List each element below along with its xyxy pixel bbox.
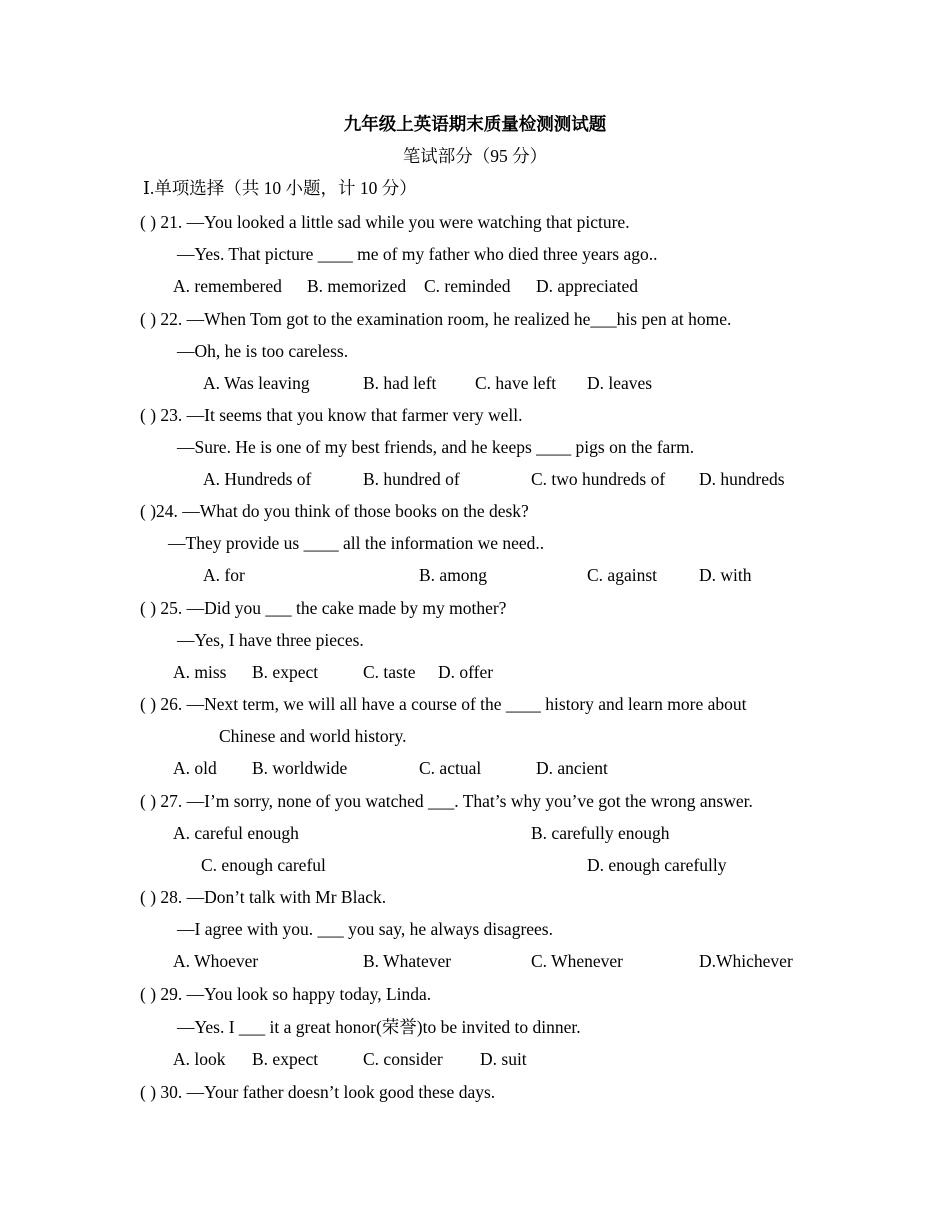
question-reply: —I agree with you. ___ you say, he always disagrees. xyxy=(177,919,553,939)
option-c: C. two hundreds of xyxy=(531,469,666,489)
option-b: B. carefully enough xyxy=(531,823,670,843)
option-c: C. reminded xyxy=(424,276,511,296)
option-a: A. old xyxy=(173,758,217,778)
option-b: B. among xyxy=(419,565,488,585)
option-b: B. Whatever xyxy=(363,951,452,971)
option-a: A. for xyxy=(203,565,245,585)
option-d: D. ancient xyxy=(536,758,608,778)
option-c: C. have left xyxy=(475,373,557,393)
option-d: D.Whichever xyxy=(699,951,793,971)
option-b: B. had left xyxy=(363,373,437,393)
option-c: C. taste xyxy=(363,662,416,682)
option-d: D. suit xyxy=(480,1049,527,1069)
section-heading: Ⅰ.单项选择（共 10 小题，计 10 分） xyxy=(143,178,417,198)
question-reply: —Yes. That picture ____ me of my father who died three years ago.. xyxy=(177,244,658,264)
option-b: B. hundred of xyxy=(363,469,460,489)
option-d: D. with xyxy=(699,565,752,585)
page-subtitle: 笔试部分（95 分） xyxy=(402,146,548,166)
question-stem: ( ) 23. —It seems that you know that farmer very well. xyxy=(140,405,523,425)
question-options xyxy=(0,752,950,784)
option-a: A. look xyxy=(173,1049,226,1069)
question-stem: ( ) 30. —Your father doesn’t look good these days. xyxy=(140,1082,496,1102)
question-stem: ( ) 27. —I’m sorry, none of you watched ___. That’s why you’ve got the wrong answer. xyxy=(140,791,753,811)
option-d: D. enough carefully xyxy=(587,855,727,875)
page-title: 九年级上英语期末质量检测测试题 xyxy=(343,114,607,134)
question-options xyxy=(0,559,950,591)
question-stem: ( ) 22. —When Tom got to the examination room, he realized he___his pen at home. xyxy=(140,309,732,329)
question-reply: —They provide us ____ all the information we need.. xyxy=(168,533,545,553)
question-reply: —Oh, he is too careless. xyxy=(177,341,349,361)
option-d: D. offer xyxy=(438,662,494,682)
option-b: B. worldwide xyxy=(252,758,348,778)
question-options xyxy=(0,849,950,881)
option-b: B. memorized xyxy=(307,276,407,296)
option-d: D. leaves xyxy=(587,373,653,393)
option-d: D. hundreds xyxy=(699,469,785,489)
option-a: A. Whoever xyxy=(173,951,259,971)
option-a: A. Hundreds of xyxy=(203,469,312,489)
question-reply: —Yes. I ___ it a great honor(荣誉)to be invited to dinner. xyxy=(177,1017,581,1037)
question-options xyxy=(0,463,950,495)
option-c: C. enough careful xyxy=(201,855,326,875)
option-c: C. Whenever xyxy=(531,951,624,971)
option-a: A. miss xyxy=(173,662,227,682)
option-b: B. expect xyxy=(252,1049,319,1069)
question-options xyxy=(0,270,950,302)
question-reply: —Yes, I have three pieces. xyxy=(177,630,364,650)
option-b: B. expect xyxy=(252,662,319,682)
option-d: D. appreciated xyxy=(536,276,639,296)
question-stem: ( ) 21. —You looked a little sad while you were watching that picture. xyxy=(140,212,630,232)
option-c: C. actual xyxy=(419,758,482,778)
question-stem: ( )24. —What do you think of those books on the desk? xyxy=(140,501,529,521)
option-a: A. Was leaving xyxy=(203,373,310,393)
question-stem: ( ) 26. —Next term, we will all have a course of the ____ history and learn more about xyxy=(140,694,747,714)
option-a: A. remembered xyxy=(173,276,282,296)
question-reply: —Sure. He is one of my best friends, and he keeps ____ pigs on the farm. xyxy=(177,437,695,457)
question-options xyxy=(0,1043,950,1075)
option-c: C. against xyxy=(587,565,657,585)
question-reply: Chinese and world history. xyxy=(219,726,407,746)
option-c: C. consider xyxy=(363,1049,443,1069)
question-stem: ( ) 28. —Don’t talk with Mr Black. xyxy=(140,887,387,907)
question-options xyxy=(0,817,950,849)
question-stem: ( ) 25. —Did you ___ the cake made by my mother? xyxy=(140,598,507,618)
question-options xyxy=(0,367,950,399)
question-stem: ( ) 29. —You look so happy today, Linda. xyxy=(140,984,432,1004)
question-options xyxy=(0,656,950,688)
question-options xyxy=(0,945,950,977)
option-a: A. careful enough xyxy=(173,823,299,843)
